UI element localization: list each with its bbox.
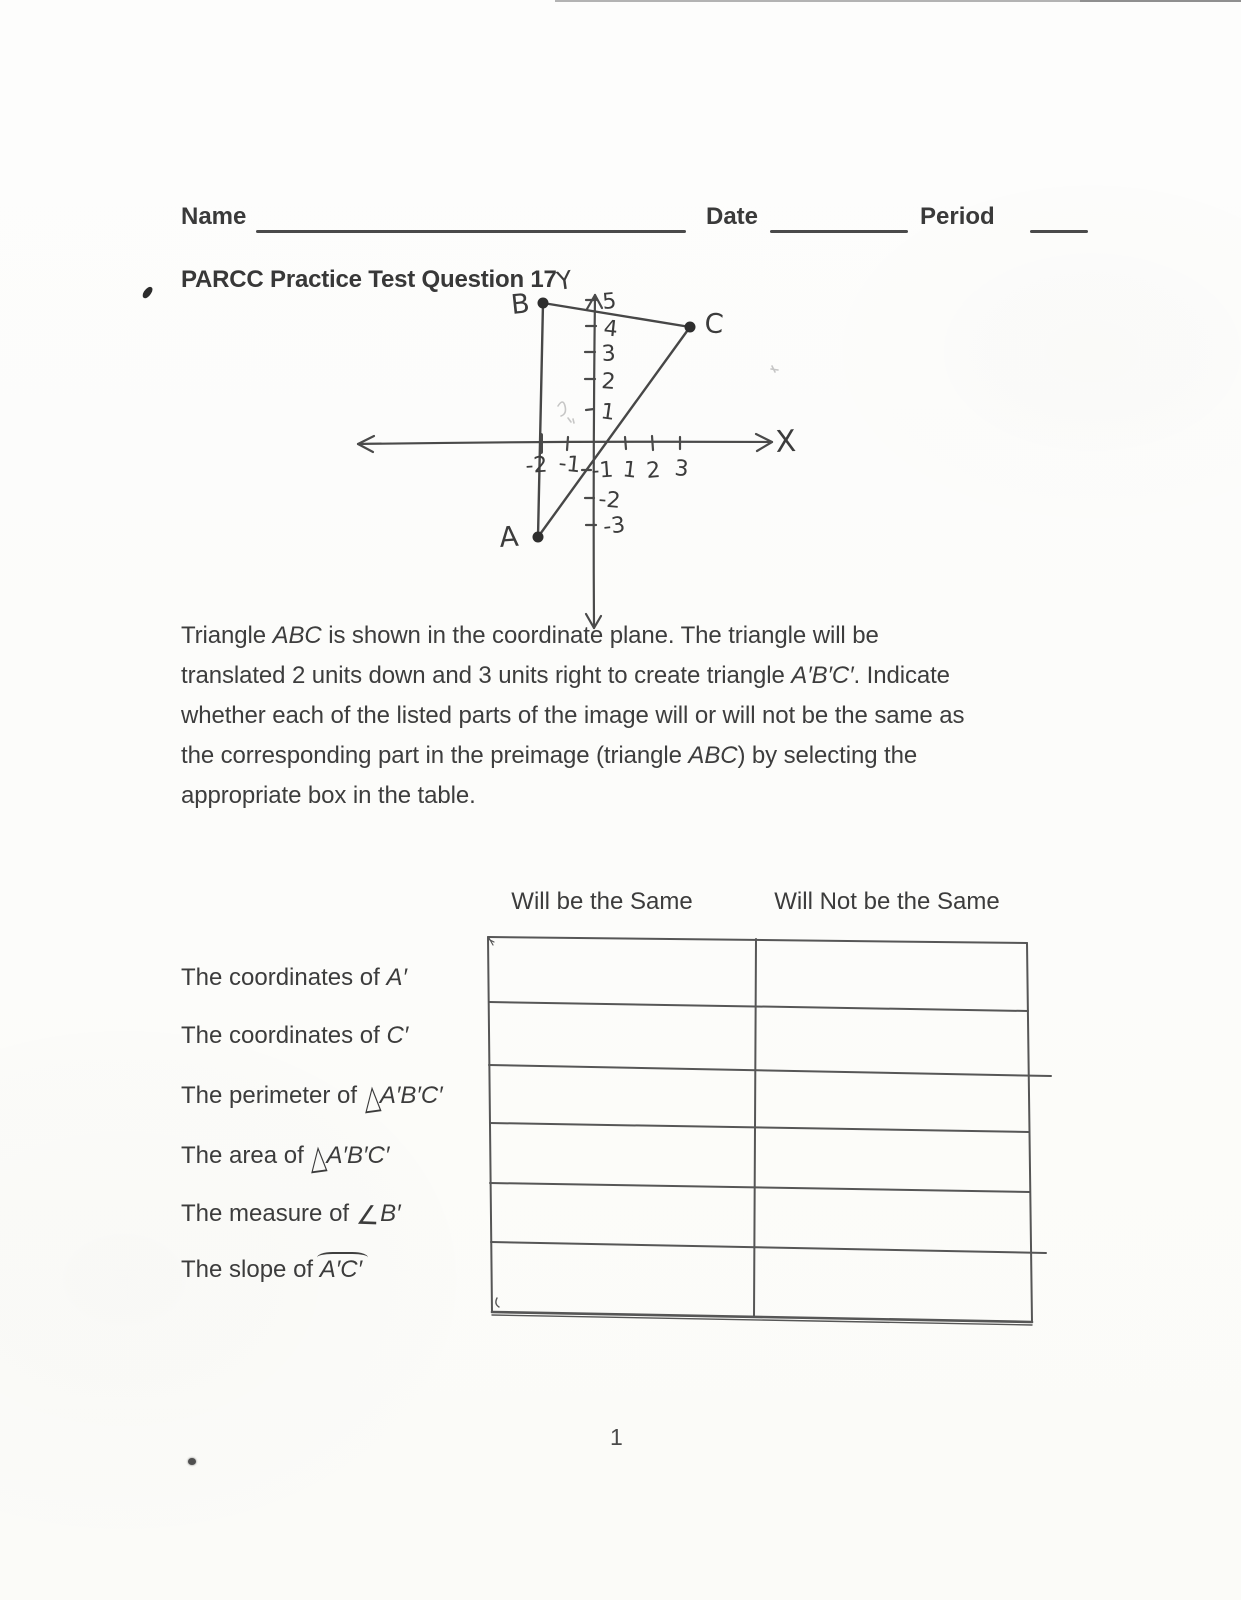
paragraph-line-4 — [181, 736, 964, 776]
scan-artifact-line-dark — [1080, 0, 1241, 2]
text-segment: A′ — [386, 964, 407, 991]
paragraph-line-1 — [181, 616, 964, 656]
date-blank[interactable] — [770, 230, 908, 233]
triangle-symbol: △ — [362, 1076, 382, 1119]
segment-ab — [538, 303, 543, 537]
column-header-will-not-be-same: Will Not be the Same — [774, 888, 1000, 915]
text-segment: . Indicate — [853, 662, 950, 689]
svg-text:4: 4 — [602, 316, 619, 343]
answer-cell-row3-col1[interactable] — [492, 1068, 752, 1121]
row-label-1 — [181, 964, 407, 992]
row-label-4 — [181, 1136, 390, 1179]
point-c-dot — [685, 322, 696, 333]
svg-text:1: 1 — [621, 457, 639, 484]
svg-text:-2: -2 — [597, 487, 622, 514]
coordinate-plane-figure — [330, 262, 810, 642]
column-header-will-be-same: Will be the Same — [511, 888, 693, 915]
svg-text:2: 2 — [645, 457, 662, 484]
point-c-label: C — [703, 308, 725, 341]
pen-mark — [141, 285, 154, 300]
row-label-6 — [181, 1256, 362, 1284]
x-axis — [358, 442, 772, 444]
paragraph-line-2 — [181, 656, 964, 696]
text-segment: A′B′C′ — [326, 1142, 390, 1169]
point-b-dot — [538, 298, 549, 309]
svg-text:3: 3 — [673, 456, 690, 483]
overlined-segment-text: A′C′ — [319, 1256, 363, 1283]
text-segment: C′ — [386, 1022, 409, 1049]
paragraph-line-5 — [181, 776, 964, 816]
point-a-label: A — [498, 519, 520, 554]
answer-cell-row5-col1[interactable] — [492, 1186, 752, 1240]
row-label-5 — [181, 1200, 401, 1231]
answer-cell-row1-col2[interactable] — [757, 939, 1025, 1000]
angle-symbol: ∠ — [355, 1200, 380, 1232]
page-number: 1 — [610, 1424, 623, 1450]
row-label-2 — [181, 1022, 408, 1050]
text-segment: Triangle — [181, 622, 273, 649]
svg-text:-3: -3 — [602, 512, 627, 540]
answer-cell-row4-col2[interactable] — [757, 1126, 1025, 1181]
pencil-smudge — [558, 366, 778, 423]
text-segment: The area of — [181, 1142, 311, 1169]
svg-text:5: 5 — [601, 288, 618, 315]
text-segment: is shown in the coordinate plane. The triangle will be — [321, 622, 879, 649]
x-tick-1 — [625, 437, 626, 449]
y-tick-1 — [586, 409, 594, 410]
y-axis-label: Y — [554, 265, 574, 296]
answer-cell-row6-col1[interactable] — [492, 1245, 752, 1310]
text-segment: the corresponding part in the preimage (triangle — [181, 742, 689, 769]
answer-cell-row1-col1[interactable] — [492, 939, 752, 1000]
svg-text:3: 3 — [601, 341, 617, 367]
text-segment: whether each of the listed parts of the image will or will not be the same as — [181, 702, 965, 729]
answer-cell-row4-col1[interactable] — [492, 1126, 752, 1181]
answer-cell-row6-col2[interactable] — [757, 1245, 1025, 1310]
x-tick--1 — [567, 437, 568, 450]
text-segment: ABC — [688, 742, 738, 769]
svg-text:2: 2 — [600, 369, 617, 395]
svg-text:-1: -1 — [557, 451, 582, 479]
period-blank[interactable] — [1030, 230, 1088, 233]
text-segment: A′B′C′ — [791, 662, 854, 689]
answer-cell-row5-col2[interactable] — [757, 1186, 1025, 1240]
answer-cell-row2-col2[interactable] — [757, 1005, 1025, 1063]
point-a-dot — [533, 532, 544, 543]
text-segment: A′B′C′ — [379, 1082, 443, 1109]
text-segment: ) by selecting the — [737, 742, 918, 769]
worksheet-title: PARCC Practice Test Question 17 — [181, 266, 557, 293]
point-b-label: B — [509, 288, 532, 321]
period-label: Period — [920, 203, 995, 230]
text-segment: The measure of — [181, 1200, 356, 1227]
text-segment: The coordinates of — [181, 964, 387, 991]
x-tick-2 — [652, 436, 653, 450]
text-segment: The coordinates of — [181, 1022, 387, 1049]
answer-cell-row2-col1[interactable] — [492, 1005, 752, 1063]
text-segment: translated 2 units down and 3 units right to create triangle — [181, 662, 792, 689]
triangle-symbol: △ — [309, 1136, 329, 1179]
text-segment: The perimeter of — [181, 1082, 364, 1109]
problem-statement — [181, 616, 964, 816]
svg-text:-1: -1 — [590, 457, 615, 484]
date-label: Date — [706, 203, 759, 230]
stray-ink-dot — [188, 1458, 196, 1465]
name-label: Name — [181, 203, 247, 230]
text-segment: appropriate box in the table. — [181, 782, 476, 809]
svg-text:1: 1 — [599, 399, 617, 426]
row-label-3 — [181, 1076, 443, 1119]
x-axis-label: X — [774, 423, 797, 460]
svg-text:-2: -2 — [524, 452, 549, 479]
text-segment: The slope of — [181, 1256, 320, 1283]
text-segment: B′ — [380, 1200, 401, 1227]
text-segment: ABC — [272, 622, 322, 649]
paragraph-line-3 — [181, 696, 964, 736]
name-blank[interactable] — [256, 230, 686, 233]
answer-cell-row3-col2[interactable] — [757, 1068, 1025, 1121]
